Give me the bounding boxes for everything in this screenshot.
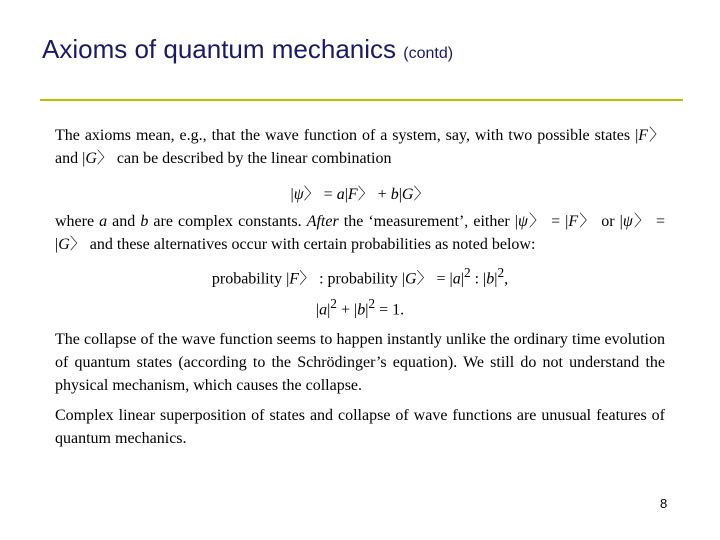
state-G: G: [85, 150, 97, 167]
eq1-G: G: [401, 186, 414, 203]
equation-probability-ratio: [55, 265, 665, 288]
eq2-t6: |: [494, 270, 498, 288]
p2-psi1: ψ: [518, 213, 528, 230]
p2-t5: 〉 = |: [527, 213, 569, 230]
eq2-t1: probability |: [211, 270, 290, 288]
p2-after: After: [306, 213, 339, 230]
eq3-t3: + |: [336, 301, 358, 319]
p2-a: a: [99, 213, 108, 230]
state-F: F: [638, 127, 649, 144]
eq1-F: F: [347, 186, 358, 203]
p2-t1: where: [55, 213, 100, 230]
paragraph-measurement: [55, 210, 665, 256]
p2-t8: = |: [55, 213, 665, 253]
eq2-t7: ,: [504, 270, 509, 288]
p2-t7: 〉: [632, 213, 651, 230]
eq1-equals: 〉 =: [303, 186, 337, 203]
title-subtitle: (contd): [403, 45, 454, 62]
eq1-a: a: [336, 186, 345, 203]
p2-psi2: ψ: [622, 213, 633, 230]
eq3-t4: |: [365, 301, 369, 319]
eq3-b: b: [357, 301, 366, 319]
eq1-psi: ψ: [293, 186, 304, 203]
slide-title: [42, 34, 453, 65]
para1-line1: The axioms mean, e.g., that the wave function of a system, say, with two possible: [55, 127, 590, 144]
eq3-t5: = 1.: [375, 301, 405, 319]
eq3-t1: |: [315, 301, 320, 319]
eq2-exp2: 2: [497, 265, 505, 280]
p2-t6: 〉 or |: [578, 213, 623, 230]
eq3-exp1: 2: [330, 296, 337, 311]
eq2-b: b: [486, 270, 495, 288]
eq2-t5: : |: [470, 270, 487, 288]
eq1-bar: |: [290, 186, 294, 203]
eq1-plus: 〉 +: [357, 186, 391, 203]
eq2-exp1: 2: [463, 265, 471, 280]
p2-t2: and: [107, 213, 141, 230]
eq2-t3: 〉 = |: [416, 270, 453, 288]
p2-F: F: [568, 213, 579, 230]
eq1-bar3: |: [398, 186, 402, 203]
eq1-b: b: [390, 186, 399, 203]
title-main: Axioms of quantum mechanics: [42, 34, 397, 64]
eq1-close: 〉: [413, 186, 430, 203]
p2-t3: are complex constants.: [148, 213, 307, 230]
eq2-a: a: [452, 270, 461, 288]
eq2-t4: |: [460, 270, 464, 288]
equation-superposition: [55, 181, 665, 204]
para1-mid: 〉 and |: [55, 127, 665, 167]
eq3-exp2: 2: [368, 296, 376, 311]
eq2-F: F: [289, 270, 300, 288]
p2-G: G: [58, 236, 70, 253]
title-divider: [40, 99, 683, 101]
paragraph-axioms: [55, 124, 665, 170]
para1-suffix: 〉 can be described by the linear combination: [96, 150, 392, 167]
equation-normalization: [55, 296, 665, 319]
eq2-t2: 〉 : probability |: [299, 270, 405, 288]
page-number: 8: [660, 496, 668, 511]
para1-prefix: states |: [594, 127, 639, 144]
p2-t9: 〉 and these alternatives occur with certain probabilities as noted below:: [69, 236, 536, 253]
p2-t4: the ‘measurement’, either |: [338, 213, 519, 230]
eq3-a: a: [319, 301, 328, 319]
paragraph-collapse: The collapse of the wave function seems to happen instantly unlike the ordinary time evolution of quantum states (according to the Schrödinger’s equation). We still do not understand the physical mechanism, which causes the collapse.: [55, 331, 665, 394]
p2-b: b: [140, 213, 149, 230]
eq3-t2: |: [327, 301, 331, 319]
eq1-bar2: |: [344, 186, 348, 203]
paragraph-conclusion: Complex linear superposition of states and collapse of wave functions are unusual features of quantum mechanics.: [55, 407, 665, 447]
eq2-G: G: [404, 270, 417, 288]
